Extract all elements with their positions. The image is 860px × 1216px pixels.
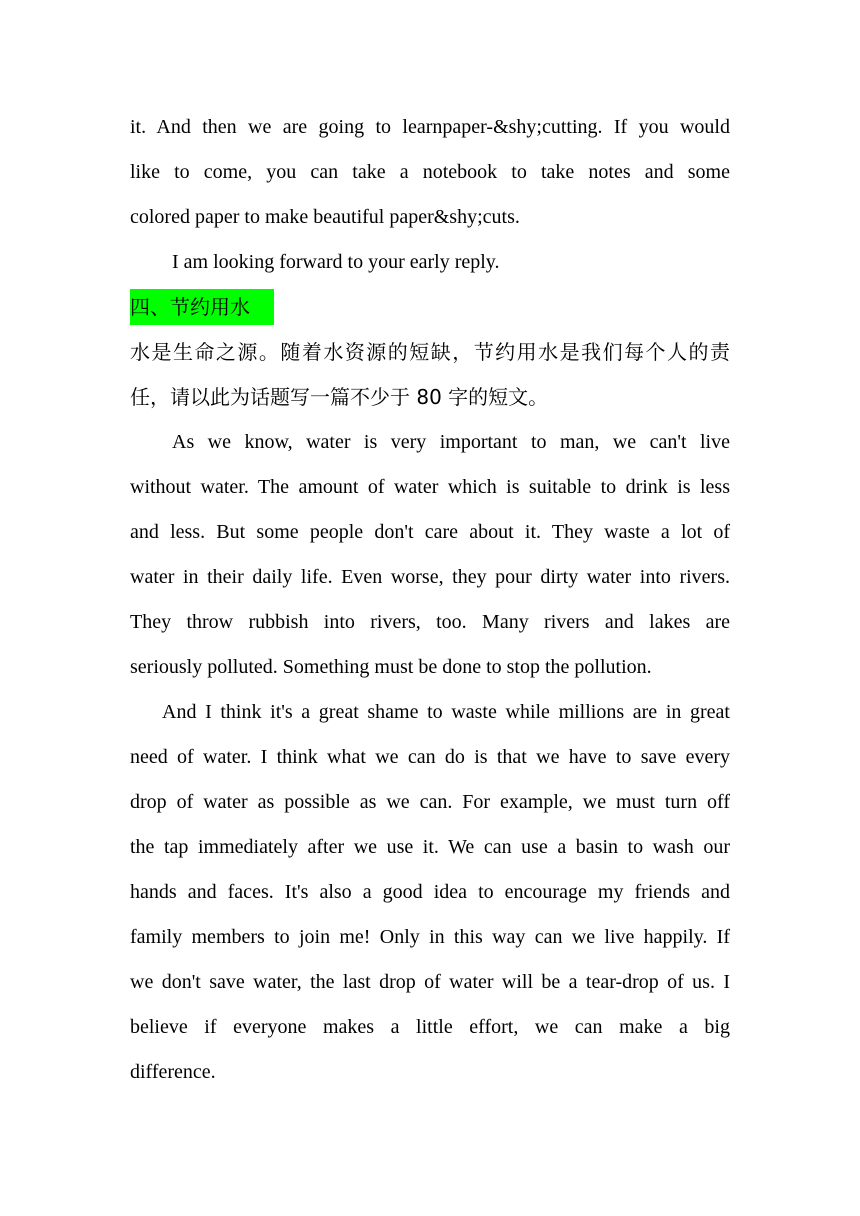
section-heading-row [130, 285, 730, 330]
essay-line: As we know, water is very important to man, we can't live [172, 431, 730, 453]
essay-line: They throw rubbish into rivers, too. Many rivers and lakes are [130, 611, 730, 633]
essay-line: we don't save water, the last drop of water will be a tear-drop of us. I [130, 971, 730, 993]
letter-line: it. And then we are going to learnpaper-&shy;cutting. If you would [130, 116, 730, 138]
essay-line: and less. But some people don't care about it. They waste a lot of [130, 521, 730, 543]
essay-line: need of water. I think what we can do is that we have to save every [130, 746, 730, 768]
essay-line: family members to join me! Only in this way can we live happily. If [130, 926, 730, 948]
document-page [130, 105, 730, 1095]
prompt-line: 任，请以此为话题写一篇不少于 80 字的短文。 [130, 385, 549, 409]
letter-closing: I am looking forward to your early reply. [172, 251, 500, 273]
section-heading: 四、节约用水 [130, 289, 274, 325]
essay-line: hands and faces. It's also a good idea to encourage my friends and [130, 881, 730, 903]
essay-line: difference. [130, 1061, 216, 1083]
essay-line: And I think it's a great shame to waste while millions are in great [162, 701, 730, 723]
essay-line: the tap immediately after we use it. We can use a basin to wash our [130, 836, 730, 858]
essay-line: water in their daily life. Even worse, they pour dirty water into rivers. [130, 566, 730, 588]
essay-line: without water. The amount of water which is suitable to drink is less [130, 476, 730, 498]
essay-line: believe if everyone makes a little effort, we can make a big [130, 1016, 730, 1038]
essay-line: seriously polluted. Something must be done to stop the pollution. [130, 656, 652, 678]
letter-line: like to come, you can take a notebook to take notes and some [130, 161, 730, 183]
letter-line: colored paper to make beautiful paper&shy;cuts. [130, 206, 520, 228]
prompt-line: 水是生命之源。随着水资源的短缺，节约用水是我们每个人的责 [130, 340, 730, 364]
essay-line: drop of water as possible as we can. For example, we must turn off [130, 791, 730, 813]
